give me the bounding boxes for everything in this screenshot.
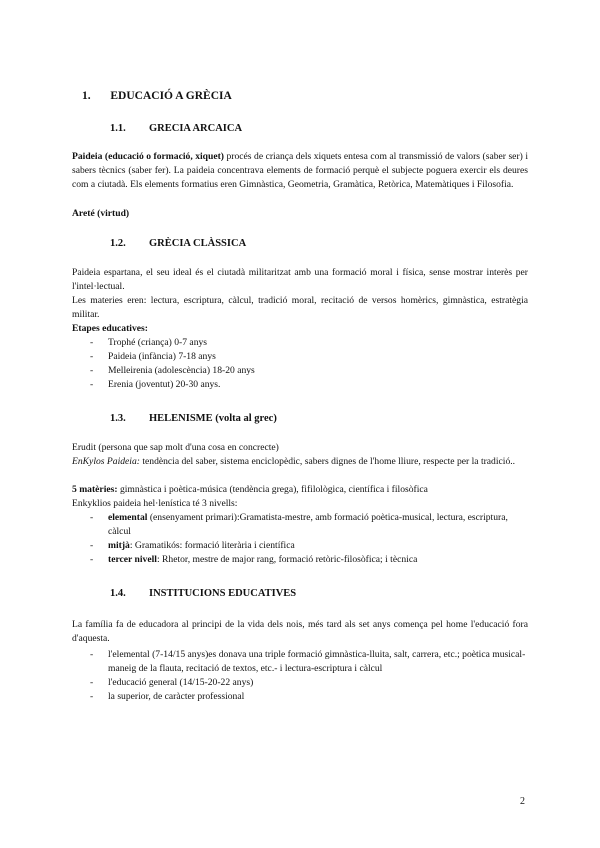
section-title: HELENISME (volta al grec) bbox=[149, 413, 277, 424]
section-1-1-heading bbox=[110, 123, 242, 134]
section-1-2-heading bbox=[110, 238, 246, 249]
enkylos-paragraph bbox=[72, 455, 528, 469]
page-number: 2 bbox=[520, 796, 525, 807]
erudit-line: Erudit (persona que sap molt d'una cosa en concrecte) bbox=[72, 442, 279, 453]
arete-term: Areté (virtud) bbox=[72, 208, 130, 219]
list-item: - Paideia (infància) 7-18 anys bbox=[90, 351, 216, 362]
list-item: - mitjà: Gramatikós: formació literària i científica bbox=[90, 540, 295, 551]
subjects-paragraph: Les materies eren: lectura, escriptura, càlcul, tradició moral, recitació de versos homèrics, gimnàstica, estratègia militar. bbox=[72, 295, 528, 320]
section-title: GRÈCIA CLÀSSICA bbox=[149, 238, 247, 249]
section-1-heading bbox=[82, 90, 232, 102]
section-title: EDUCACIÓ A GRÈCIA bbox=[110, 90, 232, 102]
spartan-paideia-paragraph: Paideia espartana, el seu ideal és el ciutadà militaritzat amb una formació moral i física, sense mostrar interès per l'intel·lectual. bbox=[72, 267, 528, 292]
list-item: - l'educació general (14/15-20-22 anys) bbox=[90, 677, 254, 688]
section-1-3-heading bbox=[110, 413, 277, 424]
list-item: - elemental (ensenyament primari):Gramatista-mestre, amb formació poètica-musical, lectura, escriptura, càlcul bbox=[90, 512, 508, 537]
five-subjects-definition: gimnàstica i poètica-música (tendència grega), fifilològica, científica i filosòfica bbox=[117, 484, 428, 495]
section-number: 1.3. bbox=[110, 413, 126, 424]
section-title: GRECIA ARCAICA bbox=[149, 123, 243, 134]
stages-title: Etapes educatives: bbox=[72, 323, 148, 334]
list-item: - Melleirenia (adolescència) 18-20 anys bbox=[90, 365, 255, 376]
enkylos-definition: tendència del saber, sistema enciclopèdic, sabers dignes de l'home lliure, respecte per la tradició.. bbox=[139, 456, 516, 467]
section-number: 1.4. bbox=[110, 588, 126, 599]
section-1-4-heading bbox=[110, 588, 296, 599]
levels-list bbox=[90, 511, 528, 567]
paideia-paragraph bbox=[72, 150, 528, 192]
section-number: 1. bbox=[82, 90, 91, 102]
stages-list bbox=[90, 336, 255, 392]
institutions-list bbox=[90, 648, 528, 704]
paideia-definition: procés de criança dels xiquets entesa com al transmissió de valors (saber ser) i sabers tècnics (saber fer). La paideia concentrava elements de formació perquè el subjecte poguera exercir els deures com a ciutadà. Els elements formatius eren Gimnàstica, Geometria, Gramàtica, Retòrica, Matemàtiques i Filosofia. bbox=[72, 151, 528, 190]
section-title: INSTITUCIONS EDUCATIVES bbox=[149, 588, 297, 599]
five-subjects-line bbox=[72, 483, 428, 497]
paideia-term: Paideia (educació o formació, xiquet) bbox=[72, 151, 224, 162]
list-item: - la superior, de caràcter professional bbox=[90, 691, 245, 702]
enkylos-term: EnKylos Paideia: bbox=[72, 456, 140, 467]
list-item: - Erenia (joventut) 20-30 anys. bbox=[90, 379, 221, 390]
levels-intro: Enkyklios paideia hel·lenística té 3 nivells: bbox=[72, 498, 238, 509]
list-item: - l'elemental (7-14/15 anys)es donava una triple formació gimnàstica-lluita, salt, carrera, etc.; poètica musical-maneig de la flauta, recitació de textos, etc.- i lectura-escriptura i càlcul bbox=[90, 649, 526, 674]
list-item: - Trophé (criança) 0-7 anys bbox=[90, 337, 208, 348]
five-subjects-term: 5 matèries: bbox=[72, 484, 118, 495]
family-paragraph: La família fa de educadora al principi de la vida dels nois, més tard als set anys comença pel home l'educació fora d'aquesta. bbox=[72, 619, 528, 644]
section-number: 1.1. bbox=[110, 123, 126, 134]
list-item: - tercer nivell: Rhetor, mestre de major rang, formació retòric-filosòfica; i tècnica bbox=[90, 554, 418, 565]
section-number: 1.2. bbox=[110, 238, 126, 249]
